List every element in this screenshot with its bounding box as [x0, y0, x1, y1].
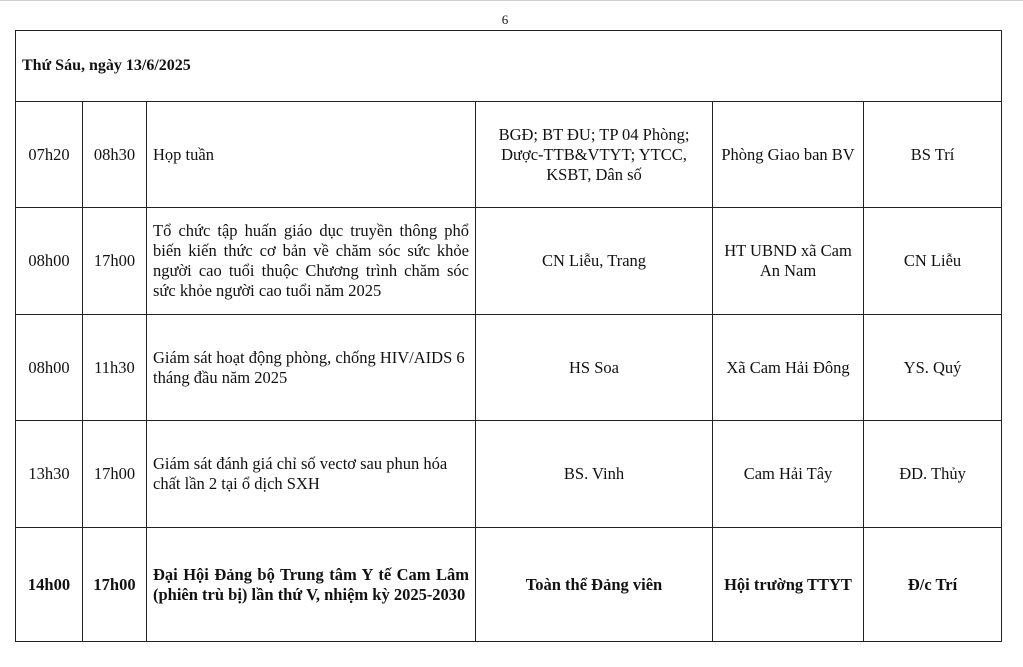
- start-time: 13h30: [16, 421, 83, 528]
- participants: CN Liễu, Trang: [476, 208, 713, 315]
- location: HT UBND xã Cam An Nam: [713, 208, 864, 315]
- page-number: 6: [501, 12, 509, 27]
- day-header: Thứ Sáu, ngày 13/6/2025: [16, 31, 1002, 102]
- end-time: 17h00: [83, 421, 147, 528]
- lead-person: BS Trí: [864, 102, 1002, 208]
- end-time: 17h00: [83, 528, 147, 642]
- participants: BS. Vinh: [476, 421, 713, 528]
- end-time: 08h30: [83, 102, 147, 208]
- table-row: [16, 208, 1002, 315]
- table-row: [16, 528, 1002, 642]
- table-row: [16, 421, 1002, 528]
- start-time: 14h00: [16, 528, 83, 642]
- lead-person: ĐD. Thủy: [864, 421, 1002, 528]
- location: Phòng Giao ban BV: [713, 102, 864, 208]
- table-row: [16, 315, 1002, 421]
- table-row: [16, 102, 1002, 208]
- activity-content: Họp tuần: [147, 102, 476, 208]
- participants: BGĐ; BT ĐU; TP 04 Phòng; Dược-TTB&VTYT; YTCC, KSBT, Dân số: [476, 102, 713, 208]
- lead-person: YS. Quý: [864, 315, 1002, 421]
- top-border-line: [0, 0, 1023, 4]
- schedule-table: [15, 30, 1002, 642]
- location: Cam Hải Tây: [713, 421, 864, 528]
- start-time: 08h00: [16, 315, 83, 421]
- activity-content: Tổ chức tập huấn giáo dục truyền thông phổ biến kiến thức cơ bản về chăm sóc sức khỏe người cao tuổi thuộc Chương trình chăm sóc sức khỏe người cao tuổi năm 2025: [147, 208, 476, 315]
- lead-person: CN Liễu: [864, 208, 1002, 315]
- start-time: 07h20: [16, 102, 83, 208]
- activity-content: Đại Hội Đảng bộ Trung tâm Y tế Cam Lâm (phiên trù bị) lần thứ V, nhiệm kỳ 2025-2030: [147, 528, 476, 642]
- participants: Toàn thể Đảng viên: [476, 528, 713, 642]
- participants: HS Soa: [476, 315, 713, 421]
- end-time: 11h30: [83, 315, 147, 421]
- location: Hội trường TTYT: [713, 528, 864, 642]
- day-header-row: [16, 31, 1002, 102]
- lead-person: Đ/c Trí: [864, 528, 1002, 642]
- start-time: 08h00: [16, 208, 83, 315]
- location: Xã Cam Hải Đông: [713, 315, 864, 421]
- end-time: 17h00: [83, 208, 147, 315]
- activity-content: Giám sát đánh giá chỉ số vectơ sau phun hóa chất lần 2 tại ổ dịch SXH: [147, 421, 476, 528]
- activity-content: Giám sát hoạt động phòng, chống HIV/AIDS 6 tháng đầu năm 2025: [147, 315, 476, 421]
